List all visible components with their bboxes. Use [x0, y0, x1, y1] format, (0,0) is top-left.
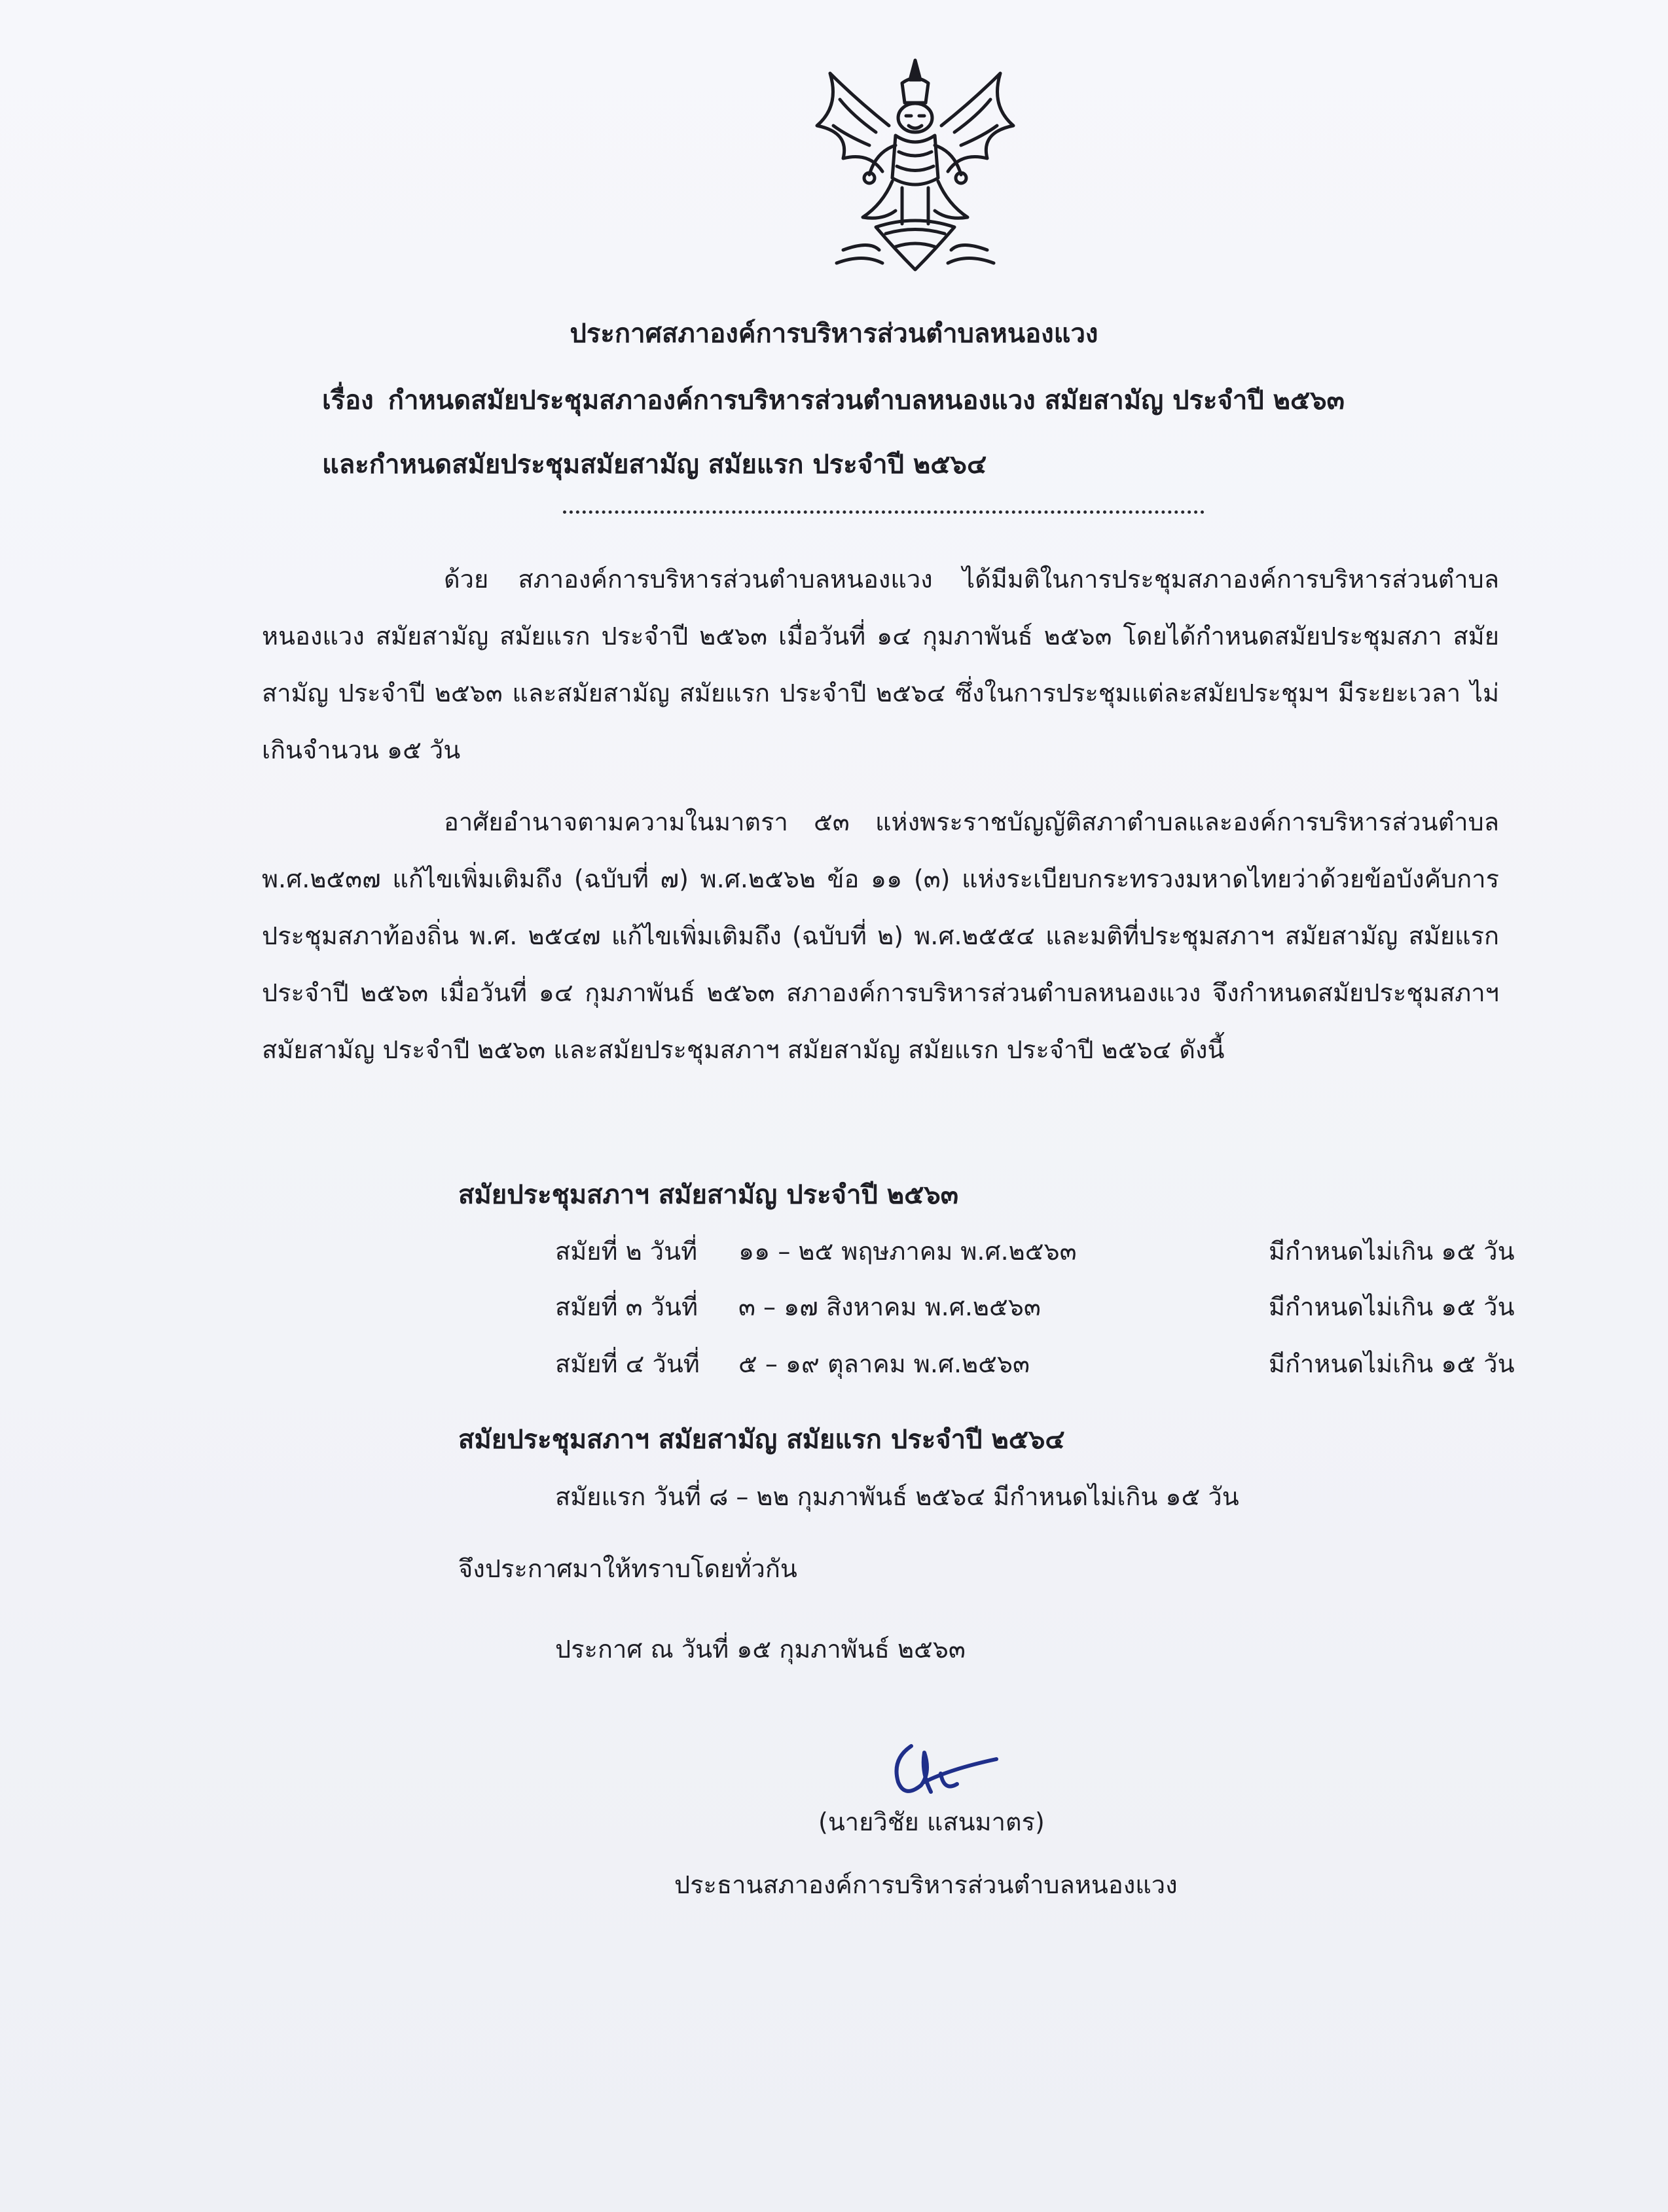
- garuda-emblem-icon: [804, 54, 1026, 283]
- dotted-divider: [563, 510, 1205, 514]
- announcement-title: ประกาศสภาองค์การบริหารส่วนตำบลหนองแวง: [570, 319, 1098, 349]
- session-dates: ๕ – ๑๙ ตุลาคม พ.ศ.๒๕๖๓: [738, 1349, 1030, 1378]
- subject-text-1: กำหนดสมัยประชุมสภาองค์การบริหารส่วนตำบลหนองแวง สมัยสามัญ ประจำปี ๒๕๖๓: [388, 385, 1345, 416]
- paragraph-1-text: ด้วย สภาองค์การบริหารส่วนตำบลหนองแวง ได้มีมติในการประชุมสภาองค์การบริหารส่วนตำบลหนองแวง สมัยสามัญ สมัยแรก ประจำปี ๒๕๖๓ เมื่อวันที่ ๑๔ กุมภาพันธ์ ๒๕๖๓ โดยได้กำหนดสมัยประชุมสภา สมัยสามัญ ประจำปี ๒๕๖๓ และสมัยสามัญ สมัยแรก ประจำปี ๒๕๖๔ ซึ่งในการประชุมแต่ละสมัยประชุมฯ มีระยะเวลา ไม่เกินจำนวน ๑๕ วัน: [262, 565, 1499, 764]
- session-2564-text: สมัยแรก วันที่ ๘ – ๒๒ กุมภาพันธ์ ๒๕๖๔ มีกำหนดไม่เกิน ๑๕ วัน: [555, 1482, 1239, 1511]
- signer-name: (นายวิชัย แสนมาตร): [818, 1808, 1045, 1836]
- session-label: สมัยที่ ๓ วันที่: [555, 1293, 698, 1321]
- schedule-2564-heading: สมัยประชุมสภาฯ สมัยสามัญ สมัยแรก ประจำปี ๒๕๖๔: [458, 1425, 1065, 1455]
- subject-line-2: และกำหนดสมัยประชุมสมัยสามัญ สมัยแรก ประจำปี ๒๕๖๔: [322, 450, 987, 480]
- session-dates: ๑๑ – ๒๕ พฤษภาคม พ.ศ.๒๕๖๓: [738, 1237, 1077, 1266]
- session-label: สมัยที่ ๒ วันที่: [555, 1237, 698, 1266]
- closing-statement: จึงประกาศมาให้ทราบโดยทั่วกัน: [458, 1554, 797, 1583]
- subject-line-1: [322, 380, 1345, 421]
- session-label: สมัยที่ ๔ วันที่: [555, 1349, 700, 1378]
- announcement-date: ประกาศ ณ วันที่ ๑๕ กุมภาพันธ์ ๒๕๖๓: [555, 1635, 966, 1664]
- subject-label: เรื่อง: [322, 385, 374, 416]
- signer-position: ประธานสภาองค์การบริหารส่วนตำบลหนองแวง: [674, 1870, 1178, 1899]
- body-paragraph-2: [262, 794, 1499, 1079]
- paragraph-2-text: อาศัยอำนาจตามความในมาตรา ๕๓ แห่งพระราชบัญญัติสภาตำบลและองค์การบริหารส่วนตำบล พ.ศ.๒๕๓๗ แก้ไขเพิ่มเติมถึง (ฉบับที่ ๗) พ.ศ.๒๕๖๒ ข้อ ๑๑ (๓) แห่งระเบียบกระทรวงมหาดไทยว่าด้วยข้อบังคับการประชุมสภาท้องถิ่น พ.ศ. ๒๕๔๗ แก้ไขเพิ่มเติมถึง (ฉบับที่ ๒) พ.ศ.๒๕๕๔ และมติที่ประชุมสภาฯ สมัยสามัญ สมัยแรก ประจำปี ๒๕๖๓ เมื่อวันที่ ๑๔ กุมภาพันธ์ ๒๕๖๓ สภาองค์การบริหารส่วนตำบลหนองแวง จึงกำหนดสมัยประชุมสภาฯ สมัยสามัญ ประจำปี ๒๕๖๓ และสมัยประชุมสภาฯ สมัยสามัญ สมัยแรก ประจำปี ๒๕๖๔ ดังนี้: [262, 808, 1499, 1064]
- session-limit: มีกำหนดไม่เกิน ๑๕ วัน: [1269, 1349, 1515, 1378]
- schedule-2563-heading: สมัยประชุมสภาฯ สมัยสามัญ ประจำปี ๒๕๖๓: [458, 1180, 959, 1210]
- body-paragraph-1: [262, 551, 1499, 779]
- handwritten-signature-icon: [885, 1733, 1003, 1805]
- session-limit: มีกำหนดไม่เกิน ๑๕ วัน: [1269, 1237, 1515, 1266]
- session-limit: มีกำหนดไม่เกิน ๑๕ วัน: [1269, 1293, 1515, 1321]
- session-dates: ๓ – ๑๗ สิงหาคม พ.ศ.๒๕๖๓: [738, 1293, 1041, 1321]
